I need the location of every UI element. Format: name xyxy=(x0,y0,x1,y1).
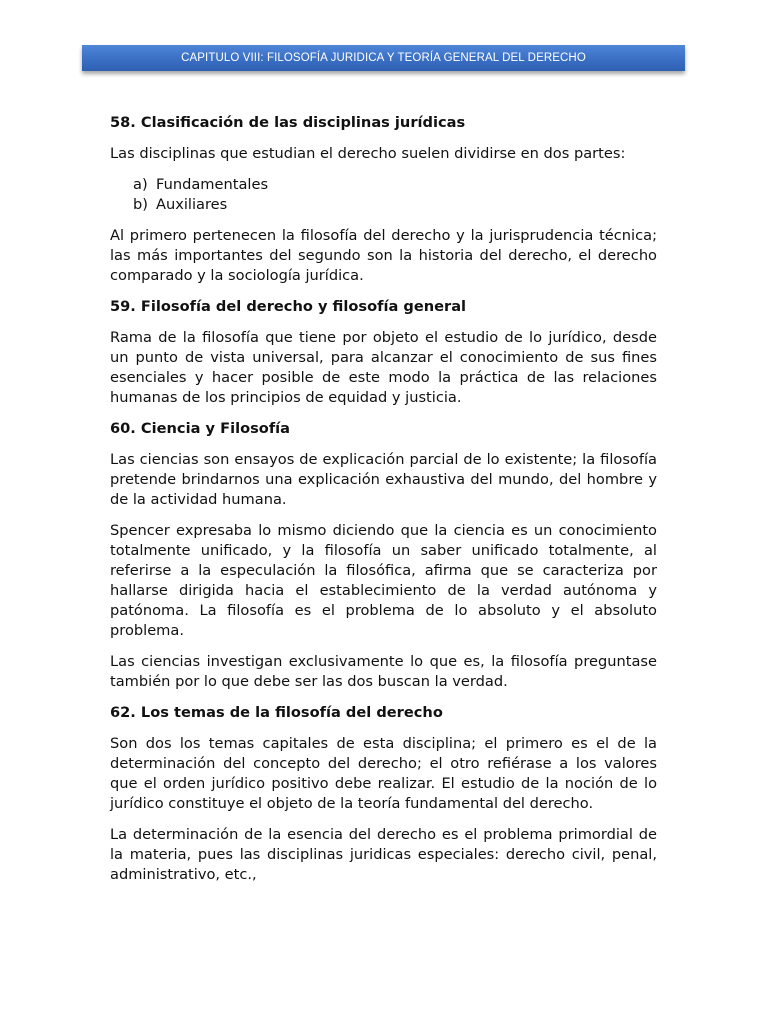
section-intro: Las disciplinas que estudian el derecho suelen dividirse en dos partes: xyxy=(110,145,626,162)
section-62 xyxy=(110,703,657,885)
section-heading: 60. Ciencia y Filosofía xyxy=(110,420,291,437)
list-marker: a) xyxy=(133,176,148,193)
paragraph: Las ciencias son ensayos de explicación parcial de lo existente; la filosofía pretende brindarnos una explicación exhaustiva del mundo, del hombre y de la actividad humana. xyxy=(110,451,657,508)
paragraph: Al primero pertenecen la filosofía del derecho y la jurisprudencia técnica; las más importantes del segundo son la historia del derecho, el derecho comparado y la sociología jurídica. xyxy=(110,227,657,284)
list-item-text: Fundamentales xyxy=(156,176,269,193)
chapter-title: CAPITULO VIII: FILOSOFÍA JURIDICA Y TEORÍA GENERAL DEL DERECHO xyxy=(181,52,586,64)
list-marker: b) xyxy=(133,196,148,213)
paragraph: Son dos los temas capitales de esta disciplina; el primero es el de la determinación del concepto del derecho; el otro refiérase a los valores que el orden jurídico positivo debe realizar. El estudio de la noción de lo jurídico constituye el objeto de la teoría fundamental del derecho. xyxy=(110,735,657,812)
section-58 xyxy=(110,113,657,286)
list-item xyxy=(110,195,657,215)
section-heading: 58. Clasificación de las disciplinas jurídicas xyxy=(110,114,466,131)
section-59 xyxy=(110,297,657,408)
classification-list xyxy=(110,175,657,215)
section-heading: 59. Filosofía del derecho y filosofía general xyxy=(110,298,467,315)
paragraph: La determinación de la esencia del derecho es el problema primordial de la materia, pues las disciplinas juridicas especiales: derecho civil, penal, administrativo, etc., xyxy=(110,826,657,883)
paragraph: Rama de la filosofía que tiene por objeto el estudio de lo jurídico, desde un punto de vista universal, para alcanzar el conocimiento de sus fines esenciales y hacer posible de este modo la práctica de las relaciones humanas de los principios de equidad y justicia. xyxy=(110,329,657,406)
section-60 xyxy=(110,419,657,692)
paragraph: Las ciencias investigan exclusivamente lo que es, la filosofía preguntase también por lo que debe ser las dos buscan la verdad. xyxy=(110,653,657,690)
paragraph: Spencer expresaba lo mismo diciendo que la ciencia es un conocimiento totalmente unificado, y la filosofía un saber unificado totalmente, al referirse a la especulación la filosófica, afirma que se caracteriza por hallarse dirigida hacia el establecimiento de la verdad autónoma y patónoma. La filosofía es el problema de lo absoluto y el absoluto problema. xyxy=(110,522,657,639)
chapter-header-banner xyxy=(82,45,685,71)
section-heading: 62. Los temas de la filosofía del derecho xyxy=(110,704,443,721)
list-item xyxy=(110,175,657,195)
document-body xyxy=(110,113,657,896)
list-item-text: Auxiliares xyxy=(156,196,228,213)
